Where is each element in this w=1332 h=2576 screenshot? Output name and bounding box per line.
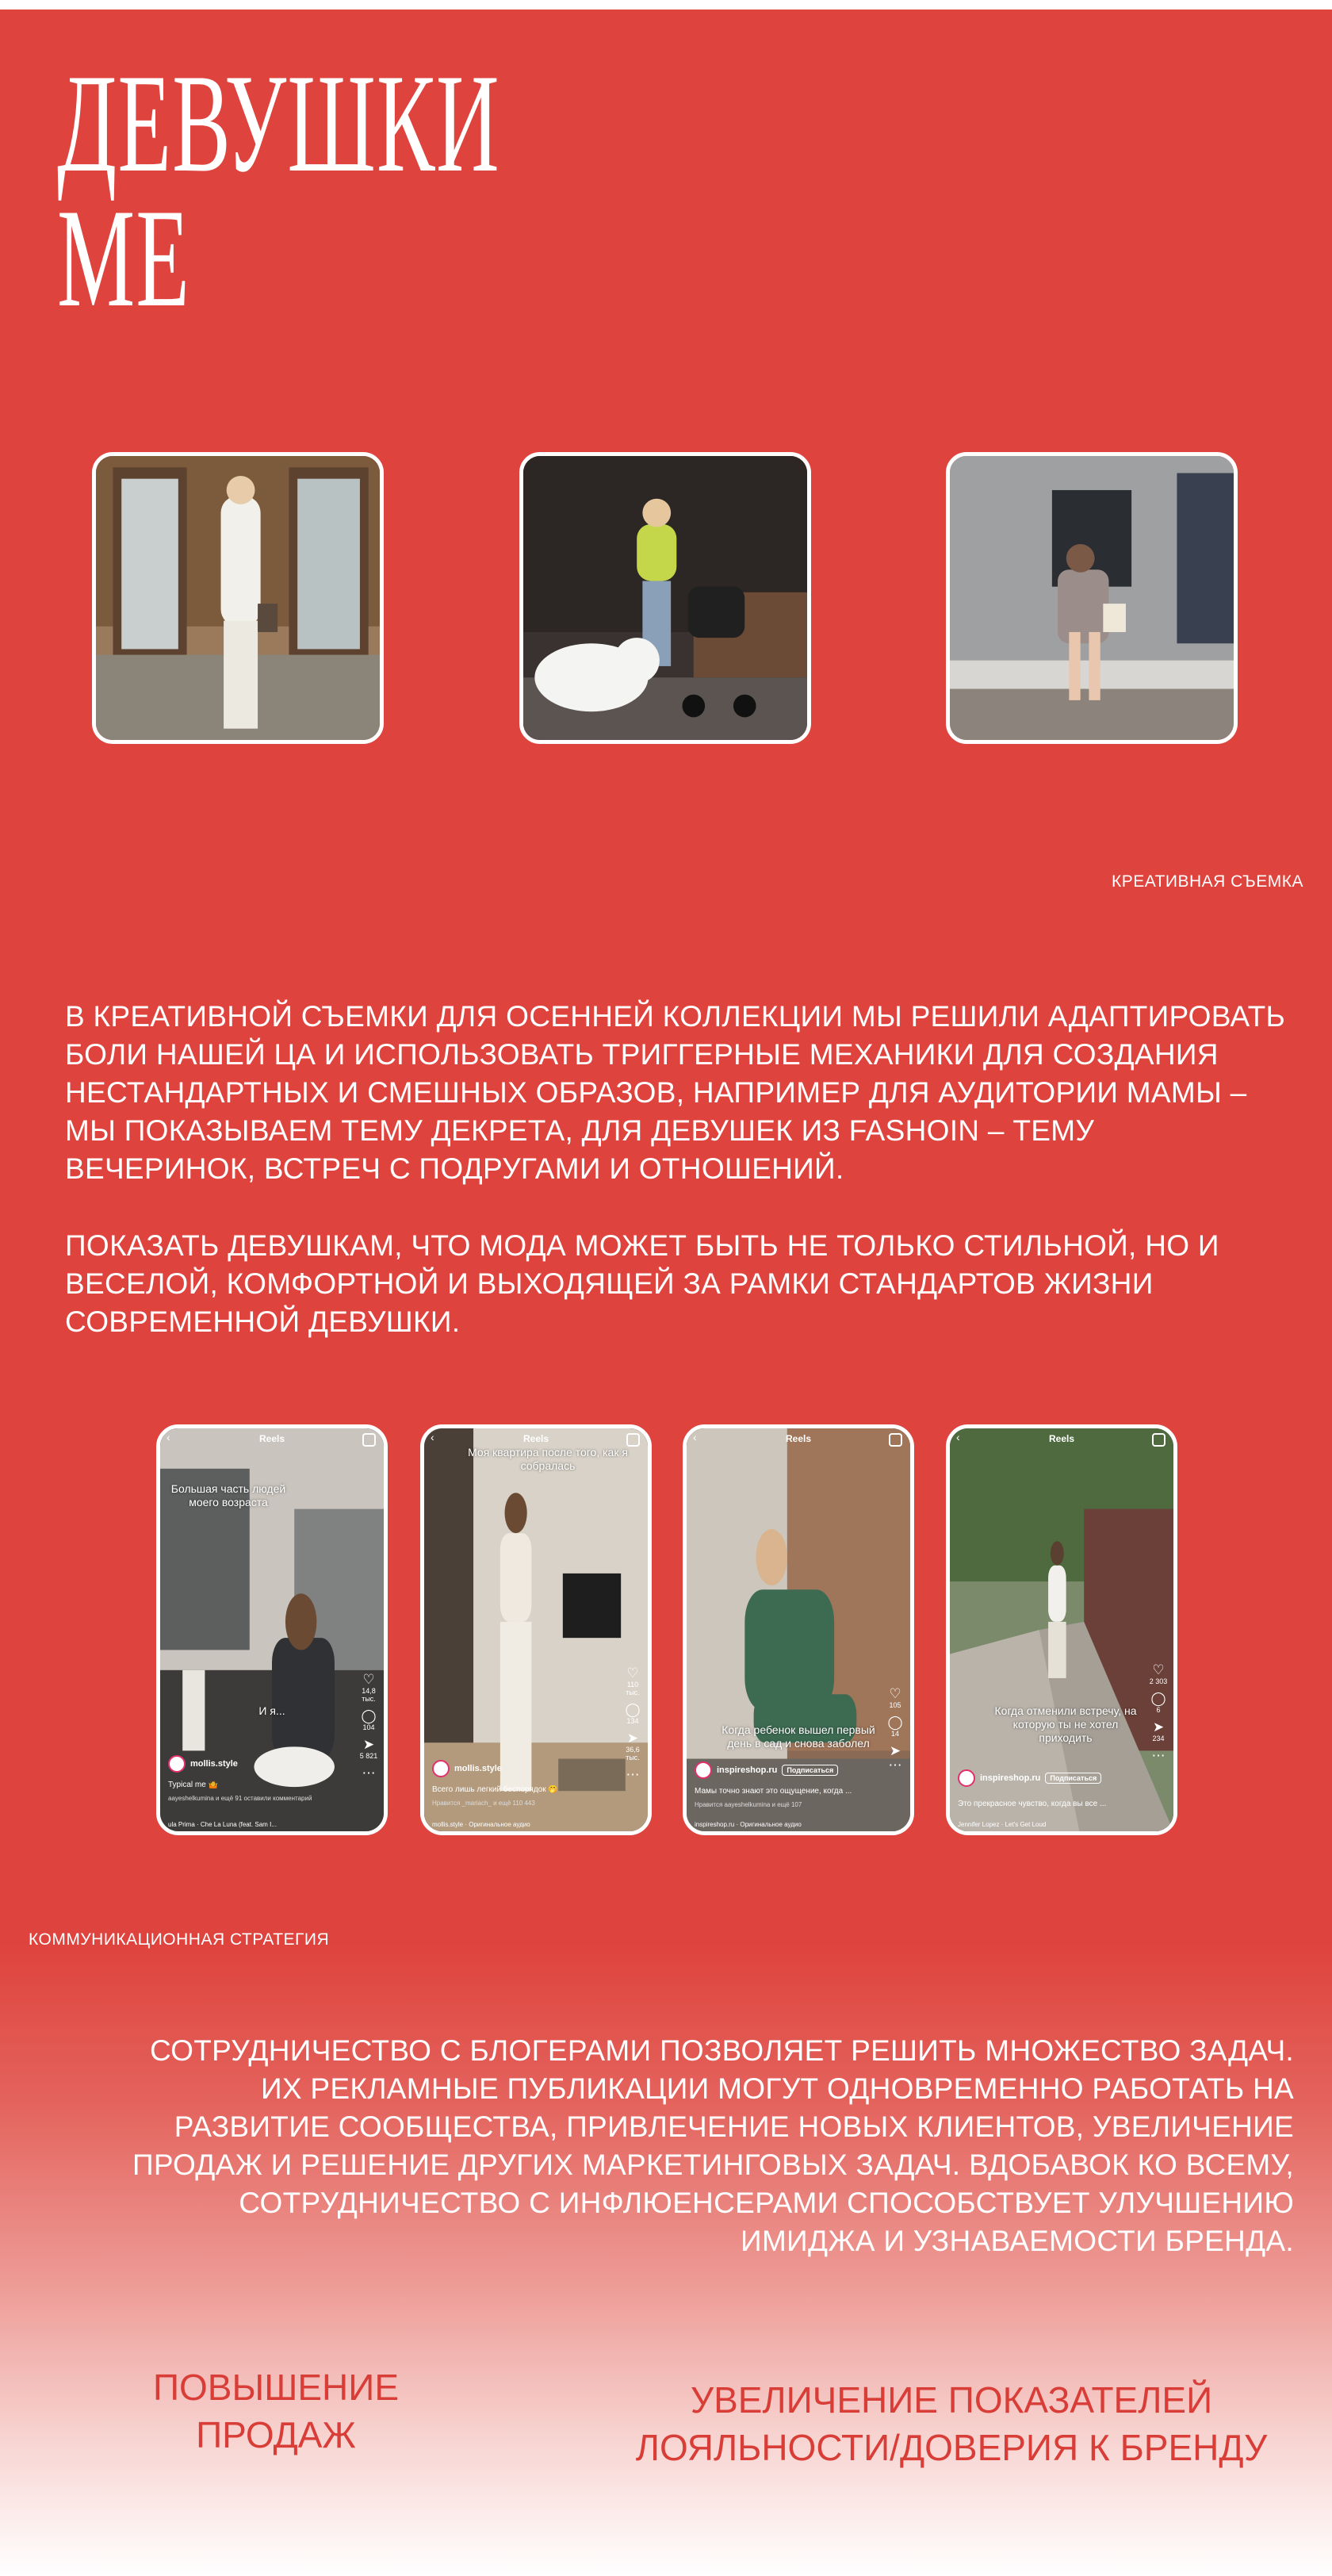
goal-increase-loyalty: УВЕЛИЧЕНИЕ ПОКАЗАТЕЛЕЙ ЛОЯЛЬНОСТИ/ДОВЕРИЯ К БРЕНДУ — [635, 2379, 1268, 2468]
creative-paragraph-1: В КРЕАТИВНОЙ СЪЕМКИ ДЛЯ ОСЕННЕЙ КОЛЛЕКЦИИ МЫ РЕШИЛИ АДАПТИРОВАТЬ БОЛИ НАШЕЙ ЦА И ИСПОЛЬЗОВАТЬ ТРИГГЕРНЫЕ МЕХАНИКИ ДЛЯ СОЗДАНИЯ НЕСТАНДАРТНЫХ И СМЕШНЫХ ОБРАЗОВ, НАПРИМЕР ДЛЯ АУДИТОРИИ МАМЫ – МЫ ПОКАЗЫВАЕМ ТЕМУ ДЕКРЕТА, ДЛЯ ДЕВУШЕК ИЗ FASHOIN – ТЕМУ ВЕЧЕРИНОК, ВСТРЕЧ С ПОДРУГАМИ И ОТНОШЕНИЙ. — [65, 1000, 1286, 1185]
reel-actions — [622, 1666, 643, 1782]
reel-overlay-text: Когда отменили встречу, на которую ты не хотел приходить — [994, 1704, 1137, 1744]
username[interactable]: mollis.style — [190, 1759, 238, 1769]
top-strip — [0, 0, 1332, 10]
reel-caption: Typical me 🤷 — [168, 1781, 219, 1789]
camera-icon[interactable] — [889, 1433, 902, 1447]
likes-count: 2 303 — [1149, 1677, 1168, 1685]
back-icon[interactable]: ‹ — [166, 1431, 170, 1443]
reel-actions — [358, 1673, 379, 1781]
reel-music[interactable]: mollis.style · Оригинальное аудио — [432, 1821, 530, 1828]
reels-header: Reels — [258, 1433, 285, 1444]
reel-music[interactable]: Jennifer Lopez · Let's Get Loud — [958, 1821, 1047, 1828]
comments-count: 6 — [1156, 1706, 1161, 1714]
reels-header: Reels — [785, 1433, 812, 1444]
photo-woman-white-suit-doorway — [92, 452, 384, 744]
hero-title-line2: МЕ — [57, 179, 191, 336]
back-icon[interactable]: ‹ — [431, 1431, 434, 1443]
hero-title-line1: ДЕВУШКИ — [57, 44, 500, 201]
reel-card[interactable] — [683, 1424, 914, 1835]
more-icon[interactable]: ⋯ — [362, 1765, 376, 1781]
section-label-communication: КОММУНИКАЦИОННАЯ СТРАТЕГИЯ — [29, 1930, 330, 1949]
share-icon[interactable]: ➤ — [626, 1731, 639, 1746]
hero-title — [57, 44, 500, 336]
shares-count: 36,6 тыс. — [626, 1746, 640, 1761]
reel-overlay-text: Моя квартира после того, как я собралась — [468, 1446, 628, 1472]
reel-card[interactable] — [420, 1424, 652, 1835]
camera-icon[interactable] — [362, 1433, 376, 1447]
heart-icon[interactable]: ♡ — [889, 1686, 901, 1701]
more-icon[interactable]: ⋯ — [626, 1767, 640, 1782]
creative-paragraph-2: ПОКАЗАТЬ ДЕВУШКАМ, ЧТО МОДА МОЖЕТ БЫТЬ НЕ ТОЛЬКО СТИЛЬНОЙ, НО И ВЕСЕЛОЙ, КОМФОРТНОЙ И ВЫХОДЯЩЕЙ ЗА РАМКИ СТАНДАРТОВ ЖИЗНИ СОВРЕМЕННОЙ ДЕВУШКИ. — [65, 1229, 1219, 1338]
username[interactable]: inspireshop.ru — [980, 1773, 1041, 1783]
reel-user[interactable] — [958, 1769, 1101, 1787]
username[interactable]: mollis.style — [454, 1764, 502, 1773]
camera-icon[interactable] — [1152, 1433, 1166, 1447]
comment-icon[interactable]: ◯ — [1150, 1691, 1166, 1706]
reel-actions — [1148, 1663, 1169, 1763]
heart-icon[interactable]: ♡ — [626, 1666, 639, 1681]
reel-music[interactable]: inspireshop.ru · Оригинальное аудио — [695, 1821, 802, 1828]
comment-icon[interactable]: ◯ — [625, 1702, 641, 1717]
likes-count: 14,8 тыс. — [362, 1687, 376, 1703]
goal-increase-sales: ПОВЫШЕНИЕ ПРОДАЖ — [152, 2367, 400, 2455]
reel-liked-by: Нравится aayeshelkumina и ещё 107 — [695, 1801, 802, 1808]
back-icon[interactable]: ‹ — [693, 1431, 697, 1443]
section-label-creative: КРЕАТИВНАЯ СЪЕМКА — [1111, 872, 1303, 891]
more-icon[interactable]: ⋯ — [1151, 1748, 1166, 1763]
avatar[interactable] — [168, 1755, 186, 1773]
more-icon[interactable]: ⋯ — [888, 1758, 902, 1773]
reel-user[interactable] — [695, 1761, 838, 1779]
reel-user[interactable] — [168, 1755, 238, 1773]
reel-liked-by: Нравится _mariach_ и ещё 110 443 — [432, 1800, 535, 1807]
avatar[interactable] — [695, 1761, 712, 1779]
comments-count: 104 — [362, 1723, 375, 1731]
reel-caption: Всего лишь легкий беспорядок 🤭 — [432, 1785, 558, 1794]
comment-icon[interactable]: ◯ — [361, 1708, 377, 1723]
follow-button[interactable]: Подписаться — [782, 1765, 838, 1776]
comments-count: 134 — [626, 1717, 639, 1725]
shares-count: 234 — [1152, 1735, 1165, 1742]
reel-user[interactable] — [432, 1760, 502, 1777]
photo-woman-samoyed-stroller — [519, 452, 811, 744]
photo-woman-grey-blazer-street — [946, 452, 1238, 744]
reel-caption: Это прекрасное чувство, когда вы все ... — [958, 1800, 1107, 1808]
reel-card[interactable] — [156, 1424, 388, 1835]
follow-button[interactable]: Подписаться — [1045, 1773, 1101, 1784]
share-icon[interactable]: ➤ — [1152, 1719, 1165, 1735]
reels-header: Reels — [1048, 1433, 1075, 1444]
back-icon[interactable]: ‹ — [956, 1431, 960, 1443]
share-icon[interactable]: ➤ — [362, 1737, 375, 1752]
username[interactable]: inspireshop.ru — [717, 1765, 778, 1775]
avatar[interactable] — [958, 1769, 975, 1787]
reel-actions — [885, 1687, 905, 1773]
reels-header: Reels — [522, 1433, 549, 1444]
reel-overlay-text: Когда ребенок вышел первый день в сад и снова заболел — [722, 1723, 875, 1750]
reel-caption: Мамы точно знают это ощущение, когда ... — [695, 1787, 852, 1796]
likes-count: 110 тыс. — [626, 1681, 640, 1696]
reel-music[interactable]: ula Prima · Che La Luna (feat. Sam I... — [168, 1821, 277, 1828]
reel-overlay-text: Большая часть людей моего возраста — [170, 1482, 286, 1508]
heart-icon[interactable]: ♡ — [1152, 1662, 1165, 1677]
avatar[interactable] — [432, 1760, 450, 1777]
share-icon[interactable]: ➤ — [889, 1743, 901, 1758]
heart-icon[interactable]: ♡ — [362, 1672, 375, 1687]
reel-card[interactable] — [946, 1424, 1177, 1835]
shares-count: 5 821 — [359, 1752, 378, 1760]
camera-icon[interactable] — [626, 1433, 640, 1447]
comments-count: 14 — [890, 1730, 899, 1738]
likes-count: 105 — [889, 1701, 901, 1709]
communication-paragraph: СОТРУДНИЧЕСТВО С БЛОГЕРАМИ ПОЗВОЛЯЕТ РЕШИТЬ МНОЖЕСТВО ЗАДАЧ. ИХ РЕКЛАМНЫЕ ПУБЛИКАЦИИ МОГУТ ОДНОВРЕМЕННО РАБОТАТЬ НА РАЗВИТИЕ СООБЩЕСТВА, ПРИВЛЕЧЕНИЕ НОВЫХ КЛИЕНТОВ, УВЕЛИЧЕНИЕ ПРОДАЖ И РЕШЕНИЕ ДРУГИХ МАРКЕТИНГОВЫХ ЗАДАЧ. ВДОБАВОК КО ВСЕМУ, СОТРУДНИЧЕСТВО С ИНФЛЮЕНСЕРАМИ СПОСОБСТВУЕТ УЛУЧШЕНИЮ ИМИДЖА И УЗНАВАЕМОСТИ БРЕНДА. — [132, 2034, 1294, 2257]
reel-overlay-text-2: И я... — [258, 1704, 285, 1717]
reel-liked-by: aayeshelkumina и ещё 91 оставили комментарий — [168, 1795, 312, 1802]
comment-icon[interactable]: ◯ — [887, 1715, 903, 1730]
